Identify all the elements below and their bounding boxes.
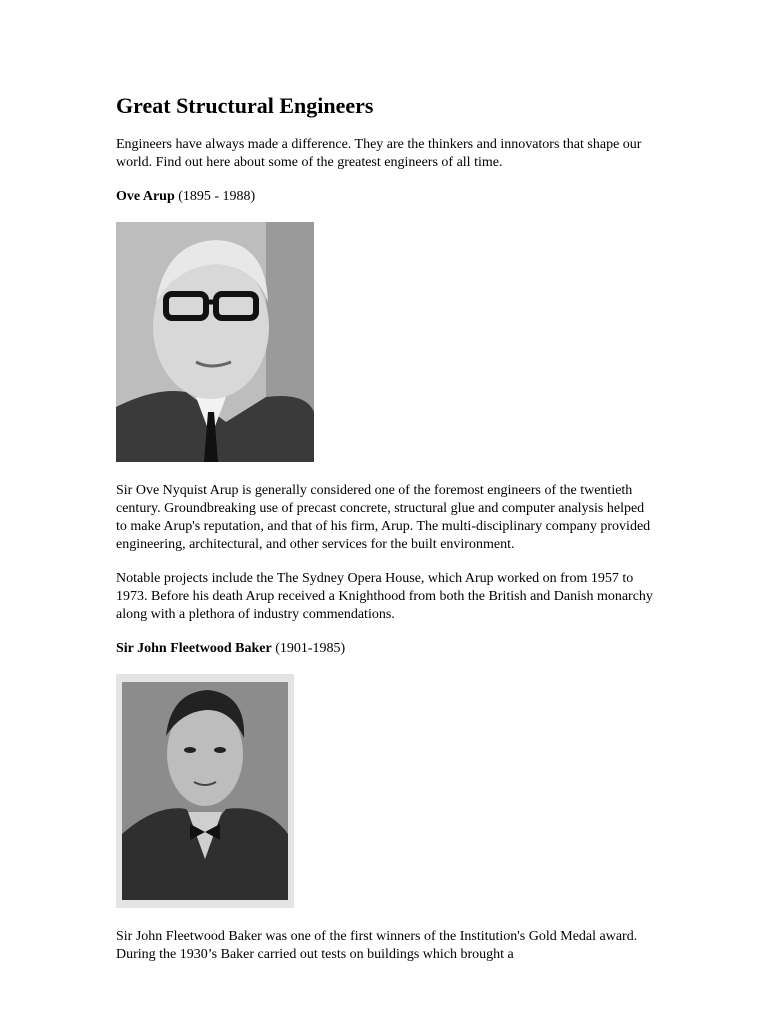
intro-paragraph: Engineers have always made a difference. They are the thinkers and innovators that shape our world. Find out here about some of the greatest engineers of all time. xyxy=(116,137,642,170)
engineer-name: Sir John Fleetwood Baker xyxy=(116,641,272,656)
engineer-paragraph: Notable projects include the The Sydney Opera House, which Arup worked on from 1957 to 1973. Before his death Arup received a Knighthood from both the British and Danish monarchy along with a plethora of industry commendations. xyxy=(116,571,653,622)
engineer-dates: (1901-1985) xyxy=(275,641,346,656)
document-page xyxy=(116,92,656,980)
engineer-name: Ove Arup xyxy=(116,189,175,204)
portrait-photo-baker xyxy=(116,674,294,908)
engineer-paragraph: Sir Ove Nyquist Arup is generally considered one of the foremost engineers of the twentieth century. Groundbreaking use of precast concrete, structural glue and computer analysis helped to make Arup's reputation, and that of his firm, Arup. The multi-disciplinary company provided engineering, architectural, and other services for the built environment. xyxy=(116,483,651,552)
portrait-photo-arup xyxy=(116,222,314,462)
portrait-image xyxy=(116,222,314,462)
portrait-image xyxy=(116,674,294,908)
engineer-paragraph: Sir John Fleetwood Baker was one of the first winners of the Institution's Gold Medal award. During the 1930’s Baker carried out tests on buildings which brought a xyxy=(116,929,638,962)
page-title: Great Structural Engineers xyxy=(116,93,374,118)
engineer-dates: (1895 - 1988) xyxy=(178,189,256,204)
engineer-heading-baker xyxy=(116,640,656,658)
engineer-heading-arup xyxy=(116,188,656,206)
